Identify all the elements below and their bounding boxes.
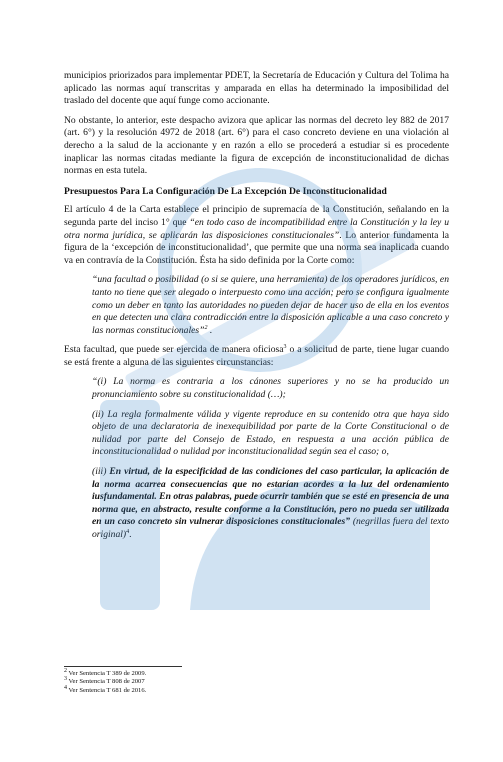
- footnote-ref-3: 3: [283, 344, 287, 351]
- paragraph-3-quote: “en todo caso de incompatibilidad entre la Constitución y la ley u otra norma jurídica, se aplicarán las disposiciones constitucionales”: [64, 216, 449, 241]
- paragraph-4-a: Esta facultad, que puede ser ejercida de manera oficiosa: [64, 344, 284, 356]
- footnote-2-num: 2: [64, 667, 67, 674]
- paragraph-4-b: o a solicitud de parte, tiene lugar cuando se está frente a alguna de las siguientes circunstancias:: [64, 344, 449, 368]
- quote-circumstance-3-end: .: [129, 529, 132, 540]
- footnote-4: [64, 684, 449, 695]
- footnote-2-text: Ver Sentencia T 389 de 2009.: [67, 670, 147, 677]
- paragraph-2: No obstante, lo anterior, este despacho avizora que aplicar las normas del decreto ley 882 de 2017 (art. 6°) y la resolución 4972 de 2018 (art. 6°) para el caso concreto deviene en una violación al derecho a la salud de la accionante y en razón a ello se procederá a estudiar si es procedente inaplicar las normas citadas mediante la figura de excepción de inconstitucionalidad de dichas normas en esta tutela.: [64, 114, 449, 177]
- footnote-3-text: Ver Sentencia T 808 de 2007: [67, 678, 145, 686]
- paragraph-1: municipios priorizados para implementar PDET, la Secretaría de Educación y Cultura del Tolima ha aplicado las normas aquí transcritas y amparada en ellas ha determinado la imposibilidad del traslado del docente que aquí funge como accionante.: [64, 70, 449, 107]
- quote-circumstance-1: “(i) La norma es contraria a los cánones superiores y no se ha producido un pronunciamiento sobre su constitucionalidad (…);: [92, 376, 449, 401]
- footnote-ref-4: 4: [126, 528, 130, 535]
- footnote-3: [64, 678, 449, 686]
- quote-circumstance-3-tail: (negrillas fuera del texto original): [92, 516, 449, 540]
- footnote-ref-2: 2: [204, 324, 208, 331]
- paragraph-4: [64, 344, 449, 369]
- quote-circumstance-3-bold: En virtud, de la especificidad de las condiciones del caso particular, la aplicación de la norma acarrea consecuencias que no estarían acordes a la luz del ordenamiento iusfundamental. En otras palabras, puede ocurrir también que se esté en presencia de una norma que, en abstracto, resulte conforme a la Constitución, pero no pueda ser utilizada en un caso concreto sin vulnerar disposiciones constitucionales”: [92, 466, 449, 528]
- paragraph-3: [64, 204, 449, 267]
- paragraph-3-b: . Lo anterior fundamenta la figura de la ‘excepción de inconstitucionalidad’, que permite que una norma sea inaplicada cuando va en contravía de la Constitución. Ésta ha sido definida por la Corte como:: [64, 229, 449, 266]
- footnote-4-num: 4: [64, 684, 67, 691]
- footnote-3-num: 3: [64, 676, 67, 683]
- footnote-4-text: Ver Sentencia T 681 de 2016.: [67, 686, 147, 694]
- paragraph-3-a: El artículo 4 de la Carta establece el principio de supremacía de la Constitución, señalando en la segunda parte del inciso 1° que: [64, 204, 449, 228]
- footnotes: [64, 666, 449, 695]
- quote-definition-end: .: [207, 324, 213, 336]
- quote-definition: [92, 274, 449, 337]
- quote-circumstance-3: [92, 466, 449, 542]
- section-heading: Presupuestos Para La Configuración De La Excepción De Inconstitucionalidad: [64, 185, 387, 197]
- footnote-divider: [64, 666, 182, 667]
- quote-circumstance-2: (ii) La regla formalmente válida y vigente reproduce en su contenido otra que haya sido objeto de una declaratoria de inexequibilidad por parte de la Corte Constitucional o de nulidad por parte del Consejo de Estado, en respuesta a una acción pública de inconstitucionalidad o nulidad por inconstitucionalidad según sea el caso; o,: [92, 408, 449, 458]
- quote-definition-text: “una facultad o posibilidad (o si se quiere, una herramienta) de los operadores jurídicos, en tanto no tiene que ser alegado o interpuesto como una acción; pero se configura igualmente como un deber en tanto las autoridades no pueden dejar de hacer uso de ella en los eventos en que detecten una clara contradicción entre la disposición aplicable a una caso concreto y las normas constitucionales”: [92, 274, 449, 336]
- quote-circumstance-3-num: (iii): [92, 466, 110, 478]
